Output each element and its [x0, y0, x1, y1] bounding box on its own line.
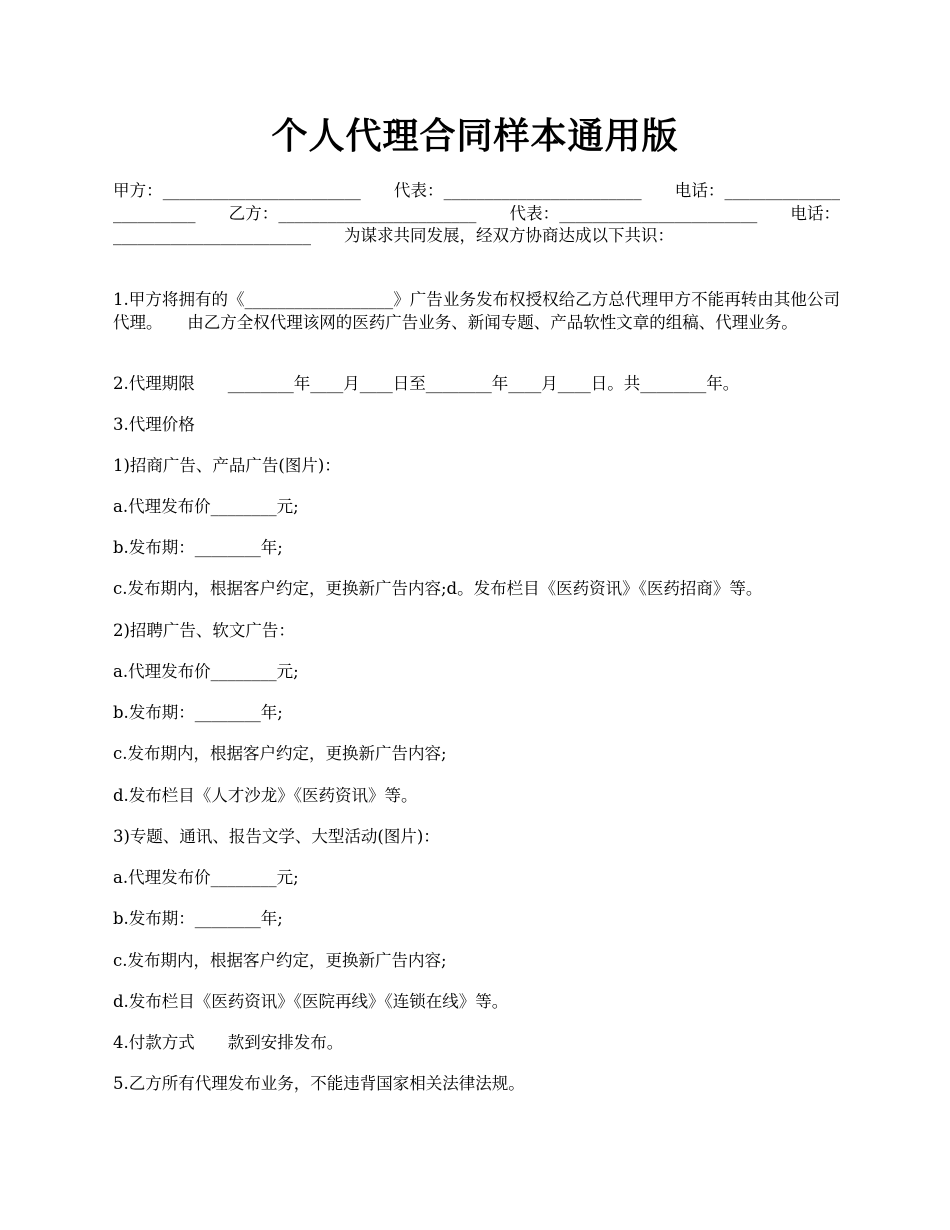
section-3-item-d: d.发布栏目《医药资讯》《医院再线》《连锁在线》等。 — [113, 992, 509, 1011]
document-title: 个人代理合同样本通用版 — [271, 115, 679, 157]
section-2-item-d: d.发布栏目《人才沙龙》《医药资讯》等。 — [113, 786, 418, 805]
section-2-item-c: c.发布期内，根据客户约定，更换新广告内容; — [113, 744, 447, 763]
section-1-item-c: c.发布期内，根据客户约定，更换新广告内容;d。发布栏目《医药资讯》《医药招商》等。 — [113, 579, 763, 598]
section-1-item-a: a.代理发布价________元; — [113, 497, 299, 516]
clause-3-heading: 3.代理价格 — [113, 415, 195, 434]
section-3-item-b: b.发布期：________年; — [113, 909, 283, 928]
section-3-heading: 3)专题、通讯、报告文学、大型活动(图片)： — [113, 827, 440, 846]
parties-paragraph: 甲方：________________________ 代表：________________________ 电话：________________________ 乙方：________________________ 代表：________________________ 电话：________________________ 为谋求共同发展，经双方协商达成以下共识： — [113, 181, 840, 245]
section-2-item-b: b.发布期：________年; — [113, 703, 283, 722]
clause-4: 4.付款方式 款到安排发布。 — [113, 1033, 344, 1052]
section-3-item-a: a.代理发布价________元; — [113, 868, 299, 887]
clause-2: 2.代理期限 ________年____月____日至________年____月____日。共________年。 — [113, 374, 740, 393]
clause-5: 5.乙方所有代理发布业务，不能违背国家相关法律法规。 — [113, 1074, 525, 1093]
section-2-heading: 2)招聘广告、软文广告： — [113, 621, 295, 640]
section-1-item-b: b.发布期：________年; — [113, 538, 283, 557]
clause-1: 1.甲方将拥有的《__________________》广告业务发布权授权给乙方总代理甲方不能再转由其他公司代理。 由乙方全权代理该网的医药广告业务、新闻专题、产品软性文章的组稿、代理业务。 — [113, 290, 840, 332]
section-3-item-c: c.发布期内，根据客户约定，更换新广告内容; — [113, 951, 447, 970]
section-2-item-a: a.代理发布价________元; — [113, 662, 299, 681]
section-1-heading: 1)招商广告、产品广告(图片)： — [113, 456, 341, 475]
